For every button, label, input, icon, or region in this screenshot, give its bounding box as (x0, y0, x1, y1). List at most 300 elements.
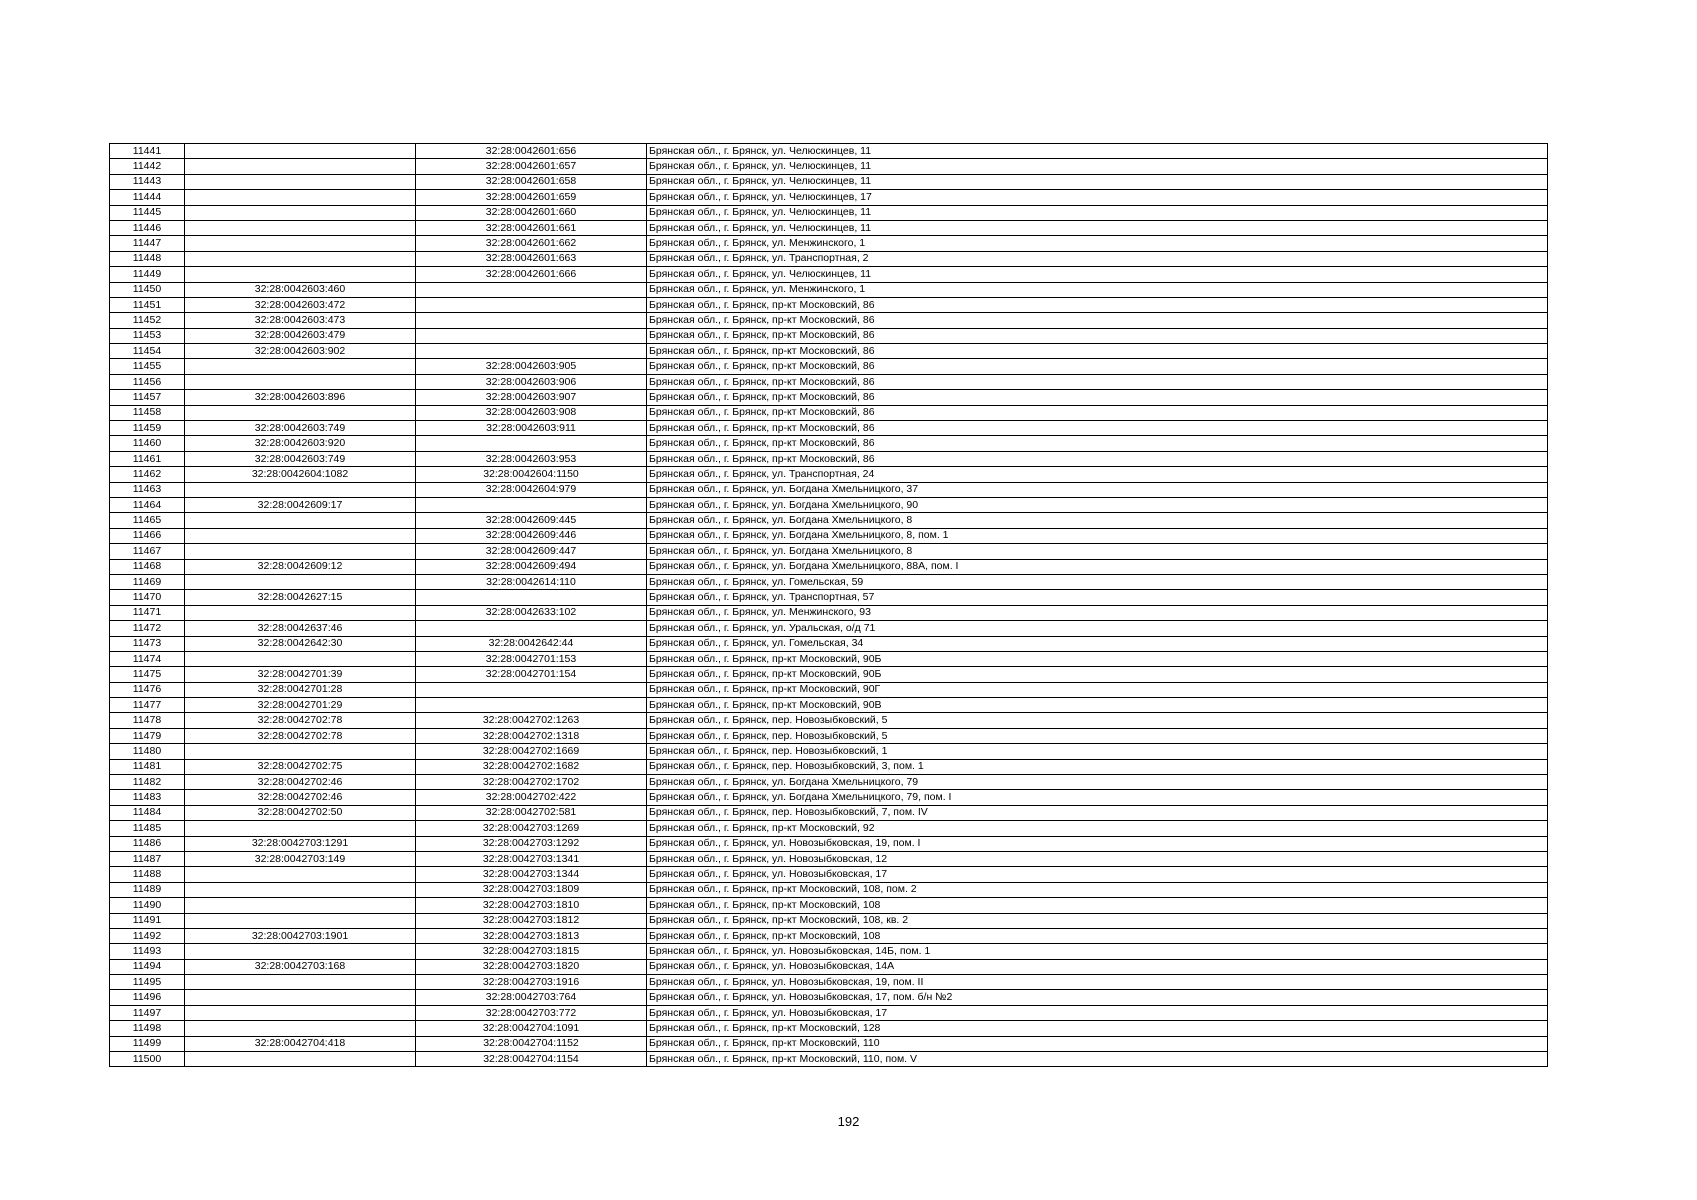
table-row (110, 728, 1548, 743)
old-cadastral-number-cell (185, 574, 416, 589)
row-number-cell: 11473 (110, 636, 185, 651)
table-row (110, 698, 1548, 713)
table-row (110, 790, 1548, 805)
old-cadastral-number-cell: 32:28:0042603:920 (185, 436, 416, 451)
old-cadastral-number-cell: 32:28:0042603:749 (185, 451, 416, 466)
row-number-cell: 11460 (110, 436, 185, 451)
old-cadastral-number-cell: 32:28:0042701:29 (185, 698, 416, 713)
old-cadastral-number-cell (185, 482, 416, 497)
cadastral-number-cell: 32:28:0042702:1263 (416, 713, 647, 728)
row-number-cell: 11447 (110, 236, 185, 251)
address-cell: Брянская обл., г. Брянск, ул. Новозыбковская, 12 (647, 851, 1548, 866)
row-number-cell: 11488 (110, 867, 185, 882)
cadastral-number-cell: 32:28:0042604:1150 (416, 467, 647, 482)
row-number-cell: 11449 (110, 267, 185, 282)
old-cadastral-number-cell: 32:28:0042603:473 (185, 313, 416, 328)
table-row (110, 836, 1548, 851)
old-cadastral-number-cell (185, 174, 416, 189)
address-cell: Брянская обл., г. Брянск, пр-кт Московский, 86 (647, 374, 1548, 389)
address-cell: Брянская обл., г. Брянск, пр-кт Московский, 86 (647, 359, 1548, 374)
row-number-cell: 11445 (110, 205, 185, 220)
row-number-cell: 11480 (110, 744, 185, 759)
table-row (110, 328, 1548, 343)
row-number-cell: 11500 (110, 1052, 185, 1067)
address-cell: Брянская обл., г. Брянск, пр-кт Московский, 92 (647, 821, 1548, 836)
old-cadastral-number-cell (185, 605, 416, 620)
table-row (110, 1036, 1548, 1051)
row-number-cell: 11452 (110, 313, 185, 328)
address-cell: Брянская обл., г. Брянск, ул. Гомельская, 34 (647, 636, 1548, 651)
table-row (110, 190, 1548, 205)
cadastral-number-cell: 32:28:0042703:1916 (416, 975, 647, 990)
address-cell: Брянская обл., г. Брянск, пр-кт Московский, 86 (647, 344, 1548, 359)
table-row (110, 805, 1548, 820)
address-cell: Брянская обл., г. Брянск, пер. Новозыбковский, 5 (647, 728, 1548, 743)
table-row (110, 359, 1548, 374)
cadastral-table (109, 143, 1548, 1067)
row-number-cell: 11465 (110, 513, 185, 528)
address-cell: Брянская обл., г. Брянск, ул. Менжинского, 93 (647, 605, 1548, 620)
address-cell: Брянская обл., г. Брянск, пр-кт Московский, 108, кв. 2 (647, 913, 1548, 928)
address-cell: Брянская обл., г. Брянск, ул. Новозыбковская, 17, пом. б/н №2 (647, 990, 1548, 1005)
old-cadastral-number-cell (185, 744, 416, 759)
table-body (110, 144, 1548, 1067)
cadastral-number-cell: 32:28:0042603:908 (416, 405, 647, 420)
old-cadastral-number-cell: 32:28:0042702:75 (185, 759, 416, 774)
table-row (110, 205, 1548, 220)
address-cell: Брянская обл., г. Брянск, пр-кт Московский, 86 (647, 451, 1548, 466)
table-row (110, 436, 1548, 451)
row-number-cell: 11487 (110, 851, 185, 866)
cadastral-number-cell: 32:28:0042609:494 (416, 559, 647, 574)
cadastral-number-cell (416, 590, 647, 605)
row-number-cell: 11477 (110, 698, 185, 713)
table-row (110, 821, 1548, 836)
cadastral-number-cell: 32:28:0042703:1820 (416, 959, 647, 974)
cadastral-number-cell: 32:28:0042603:911 (416, 421, 647, 436)
address-cell: Брянская обл., г. Брянск, пр-кт Московский, 90Б (647, 651, 1548, 666)
old-cadastral-number-cell: 32:28:0042702:46 (185, 790, 416, 805)
old-cadastral-number-cell (185, 1021, 416, 1036)
old-cadastral-number-cell: 32:28:0042702:78 (185, 728, 416, 743)
row-number-cell: 11442 (110, 159, 185, 174)
row-number-cell: 11496 (110, 990, 185, 1005)
table-row (110, 944, 1548, 959)
address-cell: Брянская обл., г. Брянск, пр-кт Московский, 86 (647, 328, 1548, 343)
table-row (110, 513, 1548, 528)
cadastral-number-cell: 32:28:0042703:1292 (416, 836, 647, 851)
table-row (110, 313, 1548, 328)
cadastral-number-cell: 32:28:0042703:1269 (416, 821, 647, 836)
cadastral-number-cell: 32:28:0042702:1318 (416, 728, 647, 743)
cadastral-number-cell: 32:28:0042601:657 (416, 159, 647, 174)
old-cadastral-number-cell (185, 913, 416, 928)
row-number-cell: 11456 (110, 374, 185, 389)
address-cell: Брянская обл., г. Брянск, ул. Челюскинцев, 11 (647, 144, 1548, 159)
old-cadastral-number-cell: 32:28:0042702:46 (185, 775, 416, 790)
address-cell: Брянская обл., г. Брянск, пр-кт Московский, 90В (647, 698, 1548, 713)
row-number-cell: 11491 (110, 913, 185, 928)
old-cadastral-number-cell (185, 544, 416, 559)
address-cell: Брянская обл., г. Брянск, ул. Новозыбковская, 17 (647, 1005, 1548, 1020)
row-number-cell: 11481 (110, 759, 185, 774)
row-number-cell: 11485 (110, 821, 185, 836)
address-cell: Брянская обл., г. Брянск, пр-кт Московский, 110 (647, 1036, 1548, 1051)
address-cell: Брянская обл., г. Брянск, ул. Новозыбковская, 17 (647, 867, 1548, 882)
table-row (110, 667, 1548, 682)
address-cell: Брянская обл., г. Брянск, пер. Новозыбковский, 5 (647, 713, 1548, 728)
row-number-cell: 11443 (110, 174, 185, 189)
address-cell: Брянская обл., г. Брянск, ул. Богдана Хмельницкого, 8, пом. 1 (647, 528, 1548, 543)
old-cadastral-number-cell (185, 267, 416, 282)
cadastral-number-cell: 32:28:0042702:581 (416, 805, 647, 820)
table-row (110, 405, 1548, 420)
cadastral-number-cell: 32:28:0042601:660 (416, 205, 647, 220)
old-cadastral-number-cell (185, 867, 416, 882)
row-number-cell: 11482 (110, 775, 185, 790)
table-row (110, 651, 1548, 666)
row-number-cell: 11463 (110, 482, 185, 497)
cadastral-number-cell (416, 313, 647, 328)
cadastral-number-cell: 32:28:0042601:663 (416, 251, 647, 266)
old-cadastral-number-cell (185, 190, 416, 205)
old-cadastral-number-cell (185, 236, 416, 251)
row-number-cell: 11441 (110, 144, 185, 159)
page-number: 192 (837, 1114, 860, 1129)
table-row (110, 775, 1548, 790)
table-row (110, 713, 1548, 728)
cadastral-number-cell: 32:28:0042702:1682 (416, 759, 647, 774)
row-number-cell: 11495 (110, 975, 185, 990)
address-cell: Брянская обл., г. Брянск, пр-кт Московский, 110, пом. V (647, 1052, 1548, 1067)
table-row (110, 159, 1548, 174)
address-cell: Брянская обл., г. Брянск, ул. Новозыбковская, 14А (647, 959, 1548, 974)
cadastral-number-cell: 32:28:0042603:953 (416, 451, 647, 466)
table-row (110, 990, 1548, 1005)
table-row (110, 559, 1548, 574)
table-row (110, 682, 1548, 697)
row-number-cell: 11459 (110, 421, 185, 436)
table-row (110, 959, 1548, 974)
address-cell: Брянская обл., г. Брянск, ул. Богдана Хмельницкого, 79 (647, 775, 1548, 790)
row-number-cell: 11494 (110, 959, 185, 974)
row-number-cell: 11476 (110, 682, 185, 697)
old-cadastral-number-cell: 32:28:0042642:30 (185, 636, 416, 651)
address-cell: Брянская обл., г. Брянск, пр-кт Московский, 90Б (647, 667, 1548, 682)
address-cell: Брянская обл., г. Брянск, ул. Челюскинцев, 11 (647, 159, 1548, 174)
table-row (110, 898, 1548, 913)
cadastral-number-cell: 32:28:0042704:1091 (416, 1021, 647, 1036)
old-cadastral-number-cell: 32:28:0042701:39 (185, 667, 416, 682)
row-number-cell: 11446 (110, 220, 185, 235)
old-cadastral-number-cell: 32:28:0042703:1291 (185, 836, 416, 851)
old-cadastral-number-cell (185, 882, 416, 897)
row-number-cell: 11450 (110, 282, 185, 297)
cadastral-number-cell: 32:28:0042704:1154 (416, 1052, 647, 1067)
table-row (110, 497, 1548, 512)
old-cadastral-number-cell (185, 651, 416, 666)
cadastral-number-cell: 32:28:0042609:445 (416, 513, 647, 528)
address-cell: Брянская обл., г. Брянск, ул. Богдана Хмельницкого, 37 (647, 482, 1548, 497)
table-row (110, 928, 1548, 943)
cadastral-number-cell (416, 282, 647, 297)
old-cadastral-number-cell: 32:28:0042609:12 (185, 559, 416, 574)
old-cadastral-number-cell (185, 374, 416, 389)
row-number-cell: 11444 (110, 190, 185, 205)
row-number-cell: 11478 (110, 713, 185, 728)
old-cadastral-number-cell: 32:28:0042701:28 (185, 682, 416, 697)
cadastral-number-cell: 32:28:0042614:110 (416, 574, 647, 589)
old-cadastral-number-cell: 32:28:0042603:479 (185, 328, 416, 343)
address-cell: Брянская обл., г. Брянск, ул. Челюскинцев, 11 (647, 174, 1548, 189)
old-cadastral-number-cell (185, 251, 416, 266)
row-number-cell: 11497 (110, 1005, 185, 1020)
row-number-cell: 11469 (110, 574, 185, 589)
row-number-cell: 11483 (110, 790, 185, 805)
table-row (110, 251, 1548, 266)
address-cell: Брянская обл., г. Брянск, пр-кт Московский, 108, пом. 2 (647, 882, 1548, 897)
old-cadastral-number-cell: 32:28:0042603:749 (185, 421, 416, 436)
cadastral-number-cell (416, 621, 647, 636)
cadastral-number-cell: 32:28:0042703:1812 (416, 913, 647, 928)
address-cell: Брянская обл., г. Брянск, пр-кт Московский, 86 (647, 436, 1548, 451)
table-row (110, 374, 1548, 389)
old-cadastral-number-cell (185, 1005, 416, 1020)
row-number-cell: 11453 (110, 328, 185, 343)
cadastral-number-cell: 32:28:0042601:662 (416, 236, 647, 251)
address-cell: Брянская обл., г. Брянск, пр-кт Московский, 86 (647, 421, 1548, 436)
address-cell: Брянская обл., г. Брянск, ул. Богдана Хмельницкого, 90 (647, 497, 1548, 512)
row-number-cell: 11461 (110, 451, 185, 466)
table-row (110, 528, 1548, 543)
table-row (110, 297, 1548, 312)
cadastral-number-cell (416, 497, 647, 512)
cadastral-number-cell: 32:28:0042603:907 (416, 390, 647, 405)
row-number-cell: 11464 (110, 497, 185, 512)
cadastral-number-cell (416, 328, 647, 343)
row-number-cell: 11498 (110, 1021, 185, 1036)
row-number-cell: 11472 (110, 621, 185, 636)
row-number-cell: 11490 (110, 898, 185, 913)
row-number-cell: 11471 (110, 605, 185, 620)
cadastral-number-cell: 32:28:0042604:979 (416, 482, 647, 497)
old-cadastral-number-cell: 32:28:0042637:46 (185, 621, 416, 636)
old-cadastral-number-cell (185, 1052, 416, 1067)
cadastral-number-cell: 32:28:0042603:905 (416, 359, 647, 374)
address-cell: Брянская обл., г. Брянск, пер. Новозыбковский, 7, пом. IV (647, 805, 1548, 820)
address-cell: Брянская обл., г. Брянск, ул. Богдана Хмельницкого, 88А, пом. I (647, 559, 1548, 574)
old-cadastral-number-cell (185, 513, 416, 528)
row-number-cell: 11468 (110, 559, 185, 574)
table-row (110, 1052, 1548, 1067)
address-cell: Брянская обл., г. Брянск, ул. Новозыбковская, 19, пом. I (647, 836, 1548, 851)
old-cadastral-number-cell (185, 405, 416, 420)
address-cell: Брянская обл., г. Брянск, ул. Челюскинцев, 11 (647, 267, 1548, 282)
cadastral-number-cell: 32:28:0042601:666 (416, 267, 647, 282)
row-number-cell: 11489 (110, 882, 185, 897)
cadastral-number-cell: 32:28:0042701:154 (416, 667, 647, 682)
row-number-cell: 11493 (110, 944, 185, 959)
table-row (110, 851, 1548, 866)
old-cadastral-number-cell (185, 359, 416, 374)
cadastral-number-cell: 32:28:0042703:1341 (416, 851, 647, 866)
cadastral-number-cell: 32:28:0042703:764 (416, 990, 647, 1005)
table-row (110, 744, 1548, 759)
address-cell: Брянская обл., г. Брянск, ул. Транспортная, 57 (647, 590, 1548, 605)
row-number-cell: 11448 (110, 251, 185, 266)
table-row (110, 421, 1548, 436)
old-cadastral-number-cell (185, 944, 416, 959)
cadastral-number-cell: 32:28:0042703:1810 (416, 898, 647, 913)
cadastral-number-cell: 32:28:0042601:658 (416, 174, 647, 189)
table-row (110, 621, 1548, 636)
cadastral-number-cell (416, 436, 647, 451)
table-row (110, 605, 1548, 620)
cadastral-number-cell: 32:28:0042642:44 (416, 636, 647, 651)
table-row (110, 867, 1548, 882)
old-cadastral-number-cell (185, 528, 416, 543)
table-row (110, 759, 1548, 774)
old-cadastral-number-cell: 32:28:0042603:902 (185, 344, 416, 359)
address-cell: Брянская обл., г. Брянск, пр-кт Московский, 86 (647, 405, 1548, 420)
row-number-cell: 11451 (110, 297, 185, 312)
table-row (110, 467, 1548, 482)
cadastral-number-cell: 32:28:0042702:422 (416, 790, 647, 805)
row-number-cell: 11470 (110, 590, 185, 605)
address-cell: Брянская обл., г. Брянск, ул. Уральская, о/д 71 (647, 621, 1548, 636)
old-cadastral-number-cell: 32:28:0042603:472 (185, 297, 416, 312)
address-cell: Брянская обл., г. Брянск, пр-кт Московский, 108 (647, 928, 1548, 943)
row-number-cell: 11467 (110, 544, 185, 559)
cadastral-number-cell (416, 682, 647, 697)
old-cadastral-number-cell: 32:28:0042703:149 (185, 851, 416, 866)
table-row (110, 1021, 1548, 1036)
old-cadastral-number-cell: 32:28:0042609:17 (185, 497, 416, 512)
address-cell: Брянская обл., г. Брянск, ул. Челюскинцев, 11 (647, 220, 1548, 235)
row-number-cell: 11454 (110, 344, 185, 359)
address-cell: Брянская обл., г. Брянск, ул. Новозыбковская, 14Б, пом. 1 (647, 944, 1548, 959)
cadastral-number-cell: 32:28:0042603:906 (416, 374, 647, 389)
old-cadastral-number-cell (185, 159, 416, 174)
cadastral-number-cell: 32:28:0042601:656 (416, 144, 647, 159)
table-row (110, 344, 1548, 359)
address-cell: Брянская обл., г. Брянск, пр-кт Московский, 90Г (647, 682, 1548, 697)
table-row (110, 451, 1548, 466)
cadastral-number-cell: 32:28:0042601:661 (416, 220, 647, 235)
table-row (110, 574, 1548, 589)
address-cell: Брянская обл., г. Брянск, ул. Транспортная, 24 (647, 467, 1548, 482)
address-cell: Брянская обл., г. Брянск, ул. Челюскинцев, 17 (647, 190, 1548, 205)
row-number-cell: 11479 (110, 728, 185, 743)
address-cell: Брянская обл., г. Брянск, ул. Челюскинцев, 11 (647, 205, 1548, 220)
table-row (110, 267, 1548, 282)
old-cadastral-number-cell (185, 220, 416, 235)
cadastral-number-cell: 32:28:0042703:1809 (416, 882, 647, 897)
row-number-cell: 11484 (110, 805, 185, 820)
row-number-cell: 11455 (110, 359, 185, 374)
table-row (110, 174, 1548, 189)
table-row (110, 1005, 1548, 1020)
cadastral-number-cell: 32:28:0042702:1702 (416, 775, 647, 790)
cadastral-number-cell: 32:28:0042601:659 (416, 190, 647, 205)
address-cell: Брянская обл., г. Брянск, пр-кт Московский, 128 (647, 1021, 1548, 1036)
table-row (110, 913, 1548, 928)
old-cadastral-number-cell: 32:28:0042703:168 (185, 959, 416, 974)
cadastral-number-cell: 32:28:0042703:772 (416, 1005, 647, 1020)
row-number-cell: 11466 (110, 528, 185, 543)
old-cadastral-number-cell: 32:28:0042603:460 (185, 282, 416, 297)
old-cadastral-number-cell: 32:28:0042704:418 (185, 1036, 416, 1051)
table-row (110, 975, 1548, 990)
address-cell: Брянская обл., г. Брянск, ул. Богдана Хмельницкого, 8 (647, 513, 1548, 528)
cadastral-number-cell: 32:28:0042609:447 (416, 544, 647, 559)
cadastral-number-cell: 32:28:0042633:102 (416, 605, 647, 620)
table-row (110, 882, 1548, 897)
address-cell: Брянская обл., г. Брянск, ул. Транспортная, 2 (647, 251, 1548, 266)
cadastral-number-cell (416, 344, 647, 359)
address-cell: Брянская обл., г. Брянск, пр-кт Московский, 86 (647, 297, 1548, 312)
table-row (110, 482, 1548, 497)
cadastral-number-cell: 32:28:0042704:1152 (416, 1036, 647, 1051)
cadastral-number-cell: 32:28:0042701:153 (416, 651, 647, 666)
table-row (110, 282, 1548, 297)
old-cadastral-number-cell (185, 990, 416, 1005)
old-cadastral-number-cell (185, 975, 416, 990)
cadastral-number-cell: 32:28:0042703:1815 (416, 944, 647, 959)
cadastral-number-cell: 32:28:0042609:446 (416, 528, 647, 543)
row-number-cell: 11499 (110, 1036, 185, 1051)
cadastral-number-cell: 32:28:0042702:1669 (416, 744, 647, 759)
address-cell: Брянская обл., г. Брянск, ул. Новозыбковская, 19, пом. II (647, 975, 1548, 990)
old-cadastral-number-cell: 32:28:0042604:1082 (185, 467, 416, 482)
address-cell: Брянская обл., г. Брянск, пр-кт Московский, 108 (647, 898, 1548, 913)
address-cell: Брянская обл., г. Брянск, ул. Гомельская, 59 (647, 574, 1548, 589)
row-number-cell: 11462 (110, 467, 185, 482)
old-cadastral-number-cell: 32:28:0042702:78 (185, 713, 416, 728)
old-cadastral-number-cell (185, 144, 416, 159)
table-row (110, 144, 1548, 159)
address-cell: Брянская обл., г. Брянск, ул. Менжинского, 1 (647, 236, 1548, 251)
row-number-cell: 11486 (110, 836, 185, 851)
table-row (110, 236, 1548, 251)
old-cadastral-number-cell: 32:28:0042627:15 (185, 590, 416, 605)
address-cell: Брянская обл., г. Брянск, пер. Новозыбковский, 3, пом. 1 (647, 759, 1548, 774)
address-cell: Брянская обл., г. Брянск, пр-кт Московский, 86 (647, 390, 1548, 405)
address-cell: Брянская обл., г. Брянск, ул. Менжинского, 1 (647, 282, 1548, 297)
address-cell: Брянская обл., г. Брянск, пр-кт Московский, 86 (647, 313, 1548, 328)
table-row (110, 590, 1548, 605)
address-cell: Брянская обл., г. Брянск, ул. Богдана Хмельницкого, 8 (647, 544, 1548, 559)
cadastral-number-cell (416, 698, 647, 713)
row-number-cell: 11457 (110, 390, 185, 405)
row-number-cell: 11458 (110, 405, 185, 420)
old-cadastral-number-cell (185, 821, 416, 836)
old-cadastral-number-cell (185, 205, 416, 220)
table-row (110, 636, 1548, 651)
address-cell: Брянская обл., г. Брянск, пер. Новозыбковский, 1 (647, 744, 1548, 759)
row-number-cell: 11492 (110, 928, 185, 943)
row-number-cell: 11474 (110, 651, 185, 666)
row-number-cell: 11475 (110, 667, 185, 682)
old-cadastral-number-cell (185, 898, 416, 913)
cadastral-number-cell: 32:28:0042703:1344 (416, 867, 647, 882)
table-row (110, 544, 1548, 559)
table-row (110, 220, 1548, 235)
old-cadastral-number-cell: 32:28:0042702:50 (185, 805, 416, 820)
address-cell: Брянская обл., г. Брянск, ул. Богдана Хмельницкого, 79, пом. I (647, 790, 1548, 805)
old-cadastral-number-cell: 32:28:0042603:896 (185, 390, 416, 405)
cadastral-number-cell: 32:28:0042703:1813 (416, 928, 647, 943)
